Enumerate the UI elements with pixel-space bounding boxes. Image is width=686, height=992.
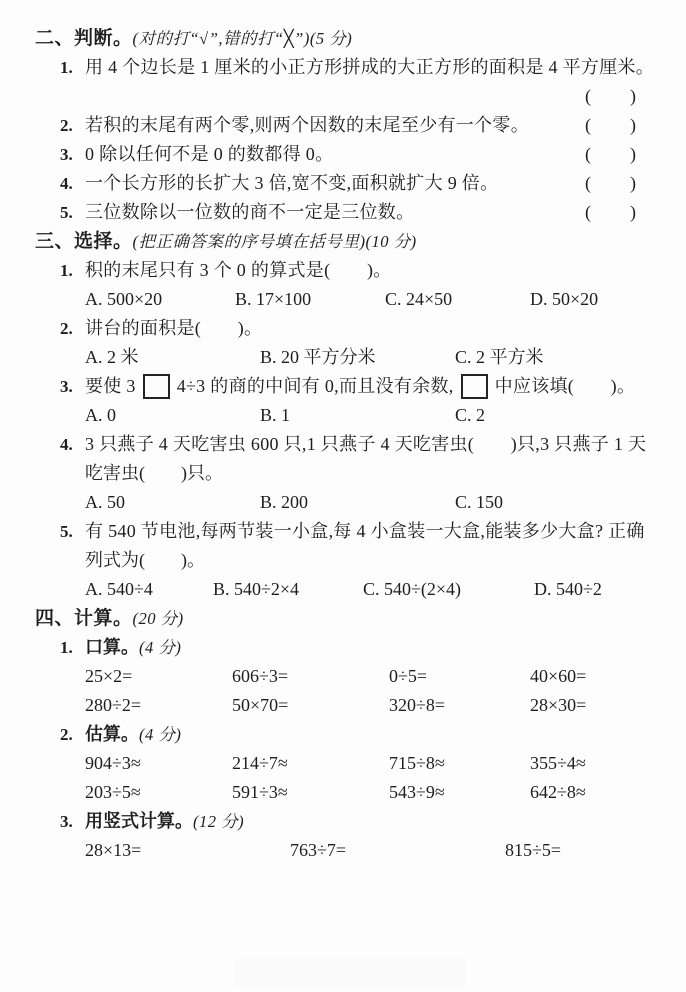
option-c: C. 24×50	[385, 289, 453, 309]
answer-bracket: ( )	[585, 144, 637, 164]
equation: 40×60=	[530, 666, 587, 686]
option-a: A. 50	[85, 492, 125, 512]
equation: 280÷2=	[85, 695, 142, 715]
option-a: A. 540÷4	[85, 579, 153, 599]
estimate-calc-label	[35, 720, 651, 749]
choice-question-5-options	[35, 575, 651, 604]
option-d: D. 540÷2	[534, 579, 602, 599]
choice-question-4-continuation	[35, 459, 651, 488]
option-b: B. 540÷2×4	[213, 579, 300, 599]
judge-section-subtitle: (对的打“√”,错的打“╳”)(5 分)	[132, 29, 353, 48]
option-b: B. 200	[260, 492, 309, 512]
equation: 25×2=	[85, 666, 133, 686]
item-number: 1.	[60, 58, 73, 77]
choice-question-2-options	[35, 343, 651, 372]
choice-question-3	[35, 372, 651, 401]
choice-question-1	[35, 256, 651, 285]
subsection-score: (4 分)	[139, 638, 182, 657]
item-number: 1.	[60, 261, 73, 280]
estimate-calc-row-2	[35, 778, 651, 807]
vertical-calc-row	[35, 836, 651, 865]
equation: 28×30=	[530, 695, 587, 715]
question-text: 讲台的面积是( )。	[85, 318, 263, 338]
question-text-line2: 列式为( )。	[85, 550, 205, 570]
choice-question-4	[35, 430, 651, 459]
answer-bracket: ( )	[585, 202, 637, 222]
judge-item-4	[35, 169, 651, 198]
option-c: C. 2	[455, 405, 486, 425]
equation: 0÷5=	[389, 666, 428, 686]
item-text: 用 4 个边长是 1 厘米的小正方形拼成的大正方形的面积是 4 平方厘米。	[85, 57, 655, 77]
question-text-line1: 有 540 节电池,每两节装一小盒,每 4 小盒装一大盒,能装多少大盒? 正确	[85, 521, 645, 541]
equation: 715÷8≈	[389, 753, 445, 773]
subsection-label: 用竖式计算。	[85, 811, 193, 831]
item-number: 4.	[60, 174, 73, 193]
item-number: 3.	[60, 812, 73, 831]
question-text: 积的末尾只有 3 个 0 的算式是( )。	[85, 260, 392, 280]
subsection-score: (4 分)	[139, 725, 182, 744]
judge-section-header	[35, 24, 651, 53]
question-text-part2: 4÷3 的商的中间有 0,而且没有余数,	[176, 376, 454, 396]
judge-section-title: 二、判断。	[35, 28, 133, 49]
item-number: 4.	[60, 435, 73, 454]
equation: 50×70=	[232, 695, 289, 715]
choice-question-5-continuation	[35, 546, 651, 575]
item-number: 3.	[60, 145, 73, 164]
choice-section-title: 三、选择。	[35, 231, 133, 252]
question-text-part3: 中应该填( )。	[494, 376, 636, 396]
judge-item-5	[35, 198, 651, 227]
equation: 763÷7=	[290, 840, 347, 860]
choice-question-4-options	[35, 488, 651, 517]
item-number: 2.	[60, 725, 73, 744]
item-text: 一个长方形的长扩大 3 倍,宽不变,面积就扩大 9 倍。	[85, 173, 499, 193]
option-b: B. 17×100	[235, 289, 312, 309]
equation: 642÷8≈	[530, 782, 586, 802]
oral-calc-label	[35, 633, 651, 662]
equation: 606÷3=	[232, 666, 289, 686]
blank-box	[461, 374, 488, 399]
blank-box	[143, 374, 170, 399]
option-a: A. 500×20	[85, 289, 163, 309]
choice-question-5	[35, 517, 651, 546]
equation: 320÷8=	[389, 695, 446, 715]
oral-calc-row-1	[35, 662, 651, 691]
choice-question-1-options	[35, 285, 651, 314]
item-number: 3.	[60, 377, 73, 396]
equation: 355÷4≈	[530, 753, 586, 773]
option-b: B. 20 平方分米	[260, 347, 376, 367]
equation: 28×13=	[85, 840, 142, 860]
judge-item-1-answer-bracket	[35, 82, 651, 111]
calc-section-header	[35, 604, 651, 633]
option-a: A. 0	[85, 405, 116, 425]
choice-question-2	[35, 314, 651, 343]
calc-section-title: 四、计算。	[35, 608, 133, 629]
judge-item-3	[35, 140, 651, 169]
equation: 203÷5≈	[85, 782, 141, 802]
item-number: 1.	[60, 638, 73, 657]
scan-artifact	[235, 958, 465, 988]
item-text: 三位数除以一位数的商不一定是三位数。	[85, 202, 415, 222]
option-c: C. 2 平方米	[455, 347, 544, 367]
choice-section-header	[35, 227, 651, 256]
choice-question-3-options	[35, 401, 651, 430]
item-number: 2.	[60, 319, 73, 338]
option-c: C. 150	[455, 492, 504, 512]
subsection-score: (12 分)	[193, 812, 245, 831]
option-d: D. 50×20	[530, 289, 599, 309]
question-text-line1: 3 只燕子 4 天吃害虫 600 只,1 只燕子 4 天吃害虫( )只,3 只燕子 1 天	[85, 434, 647, 454]
question-text-part1: 要使 3	[85, 376, 136, 396]
item-number: 5.	[60, 522, 73, 541]
option-c: C. 540÷(2×4)	[363, 579, 462, 599]
estimate-calc-row-1	[35, 749, 651, 778]
worksheet-content	[35, 24, 655, 865]
answer-bracket: ( )	[585, 86, 637, 106]
item-number: 2.	[60, 116, 73, 135]
question-text	[85, 372, 635, 401]
vertical-calc-label	[35, 807, 651, 836]
answer-bracket: ( )	[585, 173, 637, 193]
subsection-label: 估算。	[85, 724, 139, 744]
judge-item-2	[35, 111, 651, 140]
question-text-line2: 吃害虫( )只。	[85, 463, 223, 483]
answer-bracket: ( )	[585, 115, 637, 135]
calc-section-score: (20 分)	[132, 609, 184, 628]
oral-calc-row-2	[35, 691, 651, 720]
choice-section-subtitle: (把正确答案的序号填在括号里)(10 分)	[132, 232, 417, 251]
equation: 214÷7≈	[232, 753, 288, 773]
option-b: B. 1	[260, 405, 291, 425]
item-number: 5.	[60, 203, 73, 222]
item-text: 若积的末尾有两个零,则两个因数的末尾至少有一个零。	[85, 115, 529, 135]
judge-item-1	[35, 53, 655, 82]
subsection-label: 口算。	[85, 637, 139, 657]
equation: 591÷3≈	[232, 782, 288, 802]
equation: 815÷5=	[505, 840, 562, 860]
equation: 904÷3≈	[85, 753, 141, 773]
option-a: A. 2 米	[85, 347, 139, 367]
equation: 543÷9≈	[389, 782, 445, 802]
item-text: 0 除以任何不是 0 的数都得 0。	[85, 144, 334, 164]
